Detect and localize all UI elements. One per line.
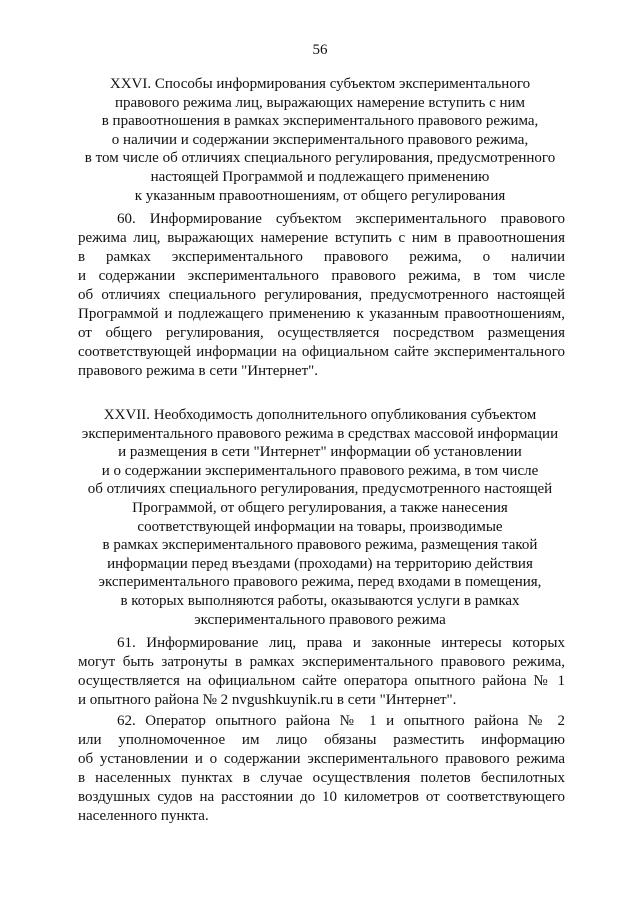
paragraph-line: правового режима в сети "Интернет". bbox=[78, 363, 318, 379]
heading-line: Программой, от общего регулирования, а также нанесения bbox=[132, 499, 508, 516]
heading-line: в правоотношения в рамках экспериментального правового режима, bbox=[101, 113, 539, 130]
paragraph-line: соответствующей информации на официальном сайте экспериментального bbox=[78, 344, 565, 360]
paragraph-line: 62. Оператор опытного района № 1 и опытного района № 2 bbox=[117, 713, 565, 729]
heading-line: к указанным правоотношениям, от общего регулирования bbox=[134, 187, 506, 204]
heading-line: и размещения в сети "Интернет" информации об установлении bbox=[118, 444, 522, 461]
paragraph-line: об отличиях специального регулирования, предусмотренного настоящей bbox=[78, 287, 565, 303]
heading-line: в рамках экспериментального правового режима, размещения такой bbox=[102, 537, 538, 554]
heading-line: в которых выполняются работы, оказываются услуги в рамках bbox=[120, 592, 520, 609]
heading-line: правового режима лиц, выражающих намерение вступить с ним bbox=[114, 94, 526, 111]
paragraph-line: режима лиц, выражающих намерение вступить с ним в правоотношения bbox=[78, 230, 565, 246]
paragraph-line: об установлении и о содержании экспериментального правового режима bbox=[78, 751, 565, 767]
paragraph-line: в населенных пунктах в случае осуществления полетов беспилотных bbox=[78, 770, 565, 786]
paragraph-line: 61. Информирование лиц, права и законные интересы которых bbox=[117, 635, 565, 651]
heading-line: экспериментального правового режима bbox=[194, 611, 446, 628]
paragraph-line: воздушных судов на расстоянии до 10 километров от соответствующего bbox=[78, 789, 565, 805]
paragraph-61 bbox=[78, 634, 565, 710]
paragraph-line: могут быть затронуты в рамках экспериментального правового режима, bbox=[78, 654, 565, 670]
heading-line: XXVI. Способы информирования субъектом экспериментального bbox=[109, 76, 531, 92]
heading-line: настоящей Программой и подлежащего применению bbox=[150, 168, 490, 185]
heading-line: и о содержании экспериментального правового режима, в том числе bbox=[101, 462, 539, 479]
paragraph-line: и содержании экспериментального правового режима, в том числе bbox=[78, 268, 565, 284]
paragraph-line: в рамках экспериментального правового режима, о наличии bbox=[78, 249, 565, 265]
heading-line: экспериментального правового режима в средствах массовой информации bbox=[81, 425, 559, 442]
heading-line: соответствующей информации на товары, производимые bbox=[137, 518, 503, 535]
paragraph-line: и опытного района № 2 nvgushkuynik.ru в сети "Интернет". bbox=[78, 692, 457, 708]
paragraph-line: Программой и подлежащего применению к указанным правоотношениям, bbox=[78, 306, 565, 322]
paragraph-line: от общего регулирования, осуществляется посредством размещения bbox=[78, 325, 565, 341]
paragraph-line: или уполномоченное им лицо обязаны разместить информацию bbox=[78, 732, 565, 748]
section-heading-27 bbox=[70, 406, 570, 629]
heading-line: XXVII. Необходимость дополнительного опубликования субъектом bbox=[103, 407, 537, 423]
heading-line: экспериментального правового режима, перед входами в помещения, bbox=[98, 574, 542, 591]
paragraph-line: 60. Информирование субъектом экспериментального правового bbox=[117, 211, 565, 227]
paragraph-line: осуществляется на официальном сайте оператора опытного района № 1 bbox=[78, 673, 565, 689]
paragraph-line: населенного пункта. bbox=[78, 808, 209, 824]
page-number: 56 bbox=[312, 42, 328, 58]
paragraph-62 bbox=[78, 712, 565, 826]
section-heading-26 bbox=[70, 75, 570, 205]
heading-line: в том числе об отличиях специального регулирования, предусмотренного bbox=[84, 150, 556, 167]
heading-line: об отличиях специального регулирования, предусмотренного настоящей bbox=[87, 481, 553, 498]
paragraph-60 bbox=[78, 210, 565, 381]
heading-line: о наличии и содержании экспериментального правового режима, bbox=[111, 131, 529, 148]
heading-line: информации перед въездами (проходами) на территорию действия bbox=[107, 555, 533, 572]
